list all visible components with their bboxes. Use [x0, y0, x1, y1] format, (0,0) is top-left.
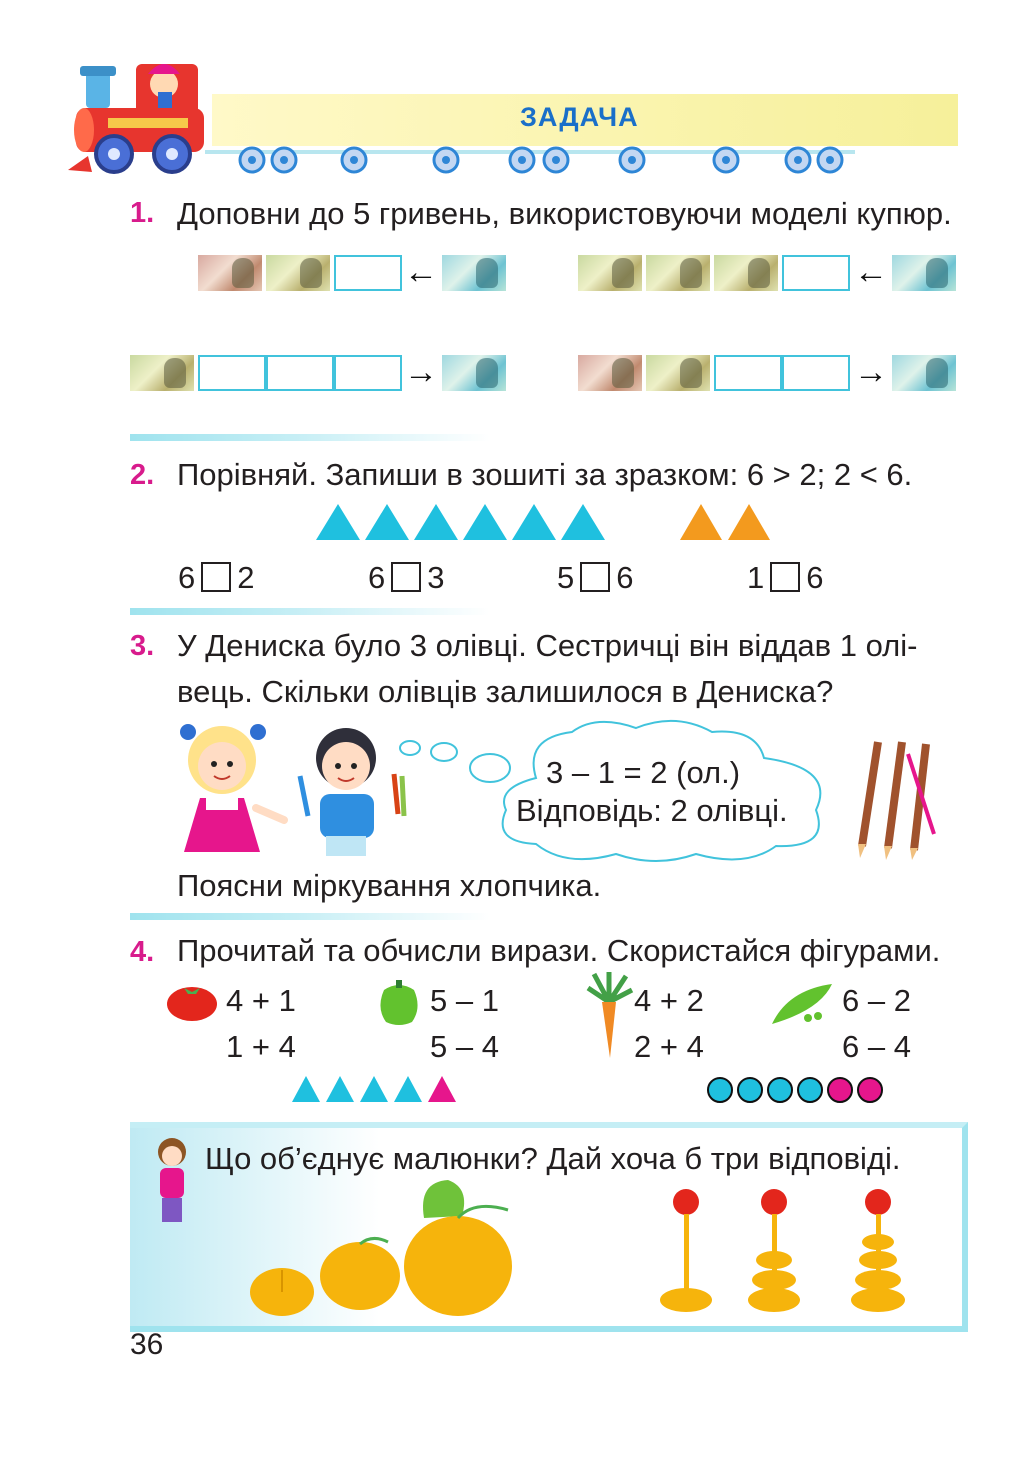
- separator: [130, 434, 490, 441]
- bubble-equation: 3 – 1 = 2 (ол.): [546, 755, 741, 790]
- arrow-right-icon: →: [404, 353, 438, 391]
- compare-left: 6: [368, 560, 386, 595]
- carrot-icon: [584, 972, 634, 1058]
- pumpkins-group: [248, 1178, 524, 1320]
- circles-model: [706, 1076, 890, 1104]
- compare-left: 5: [557, 560, 575, 595]
- task-4-text: Прочитай та обчисли вирази. Скористайся фігурами.: [177, 933, 941, 968]
- banknote-icon: [892, 355, 956, 391]
- girl-icon: [172, 712, 290, 858]
- banknote-icon: [266, 255, 330, 291]
- banknote-icon: [130, 355, 194, 391]
- banknote-icon: [198, 255, 262, 291]
- compare-left: 6: [178, 560, 196, 595]
- bubble-answer: Відповідь: 2 олівці.: [516, 793, 788, 828]
- answer-slot: [782, 255, 850, 291]
- task-2-number: 2.: [130, 459, 155, 491]
- triangles-group-cyan: [316, 504, 608, 540]
- arrow-right-icon: →: [854, 353, 888, 391]
- arrow-left-icon: ←: [854, 253, 888, 291]
- compare-box: [770, 562, 800, 592]
- task-1-text: Доповни до 5 гривень, використовуючи моделі купюр.: [177, 196, 952, 231]
- pencil-icon: [852, 734, 942, 860]
- expr-1b: 1 + 4: [226, 1029, 296, 1064]
- banknote-icon: [646, 255, 710, 291]
- answer-slot: [714, 355, 782, 391]
- pumpkin-icon: [250, 1268, 314, 1316]
- compare-box: [201, 562, 231, 592]
- expr-1a: 4 + 1: [226, 983, 296, 1018]
- girl-pointer-icon: [148, 1134, 198, 1228]
- banknote-icon: [442, 355, 506, 391]
- answer-slot: [334, 355, 402, 391]
- tomato-icon: [166, 982, 218, 1022]
- pyramid-toy-icon: [851, 1189, 905, 1312]
- banknote-icon: [714, 255, 778, 291]
- pumpkin-icon: [404, 1180, 512, 1316]
- banknote-icon: [442, 255, 506, 291]
- answer-slot: [198, 355, 266, 391]
- pepper-icon: [376, 978, 422, 1026]
- train-icon: [68, 44, 218, 178]
- compare-3: [557, 560, 634, 596]
- separator: [130, 608, 490, 615]
- peas-icon: [768, 980, 836, 1028]
- pyramid-toy-icon: [748, 1189, 800, 1312]
- answer-slot: [782, 355, 850, 391]
- compare-right: 2: [237, 560, 255, 595]
- task-3-explain: Поясни міркування хлопчика.: [177, 868, 602, 903]
- header-title: ЗАДАЧА: [520, 102, 639, 132]
- compare-right: 6: [616, 560, 634, 595]
- banknote-icon: [578, 355, 642, 391]
- banknote-icon: [646, 355, 710, 391]
- compare-box: [391, 562, 421, 592]
- answer-slot: [334, 255, 402, 291]
- wheels-row: [232, 144, 852, 178]
- expr-3a: 4 + 2: [634, 983, 704, 1018]
- pumpkin-icon: [320, 1238, 400, 1310]
- banknote-icon: [578, 255, 642, 291]
- pyramid-toy-icon: [660, 1189, 712, 1312]
- task-1-number: 1.: [130, 197, 155, 229]
- expr-3b: 2 + 4: [634, 1029, 704, 1064]
- arrow-left-icon: ←: [404, 253, 438, 291]
- task-2-text: Порівняй. Запиши в зошиті за зразком: 6 > 2; 2 < 6.: [177, 457, 913, 492]
- expr-2a: 5 – 1: [430, 983, 499, 1018]
- expr-2b: 5 – 4: [430, 1029, 499, 1064]
- compare-right: 6: [806, 560, 824, 595]
- compare-1: [178, 560, 255, 596]
- task-3-line-1: У Дениска було 3 олівці. Сестричці він віддав 1 олі-: [177, 628, 918, 663]
- compare-box: [580, 562, 610, 592]
- separator: [130, 913, 490, 920]
- triangles-model: [292, 1076, 462, 1102]
- bonus-question: Що об’єднує малюнки? Дай хоча б три відповіді.: [205, 1141, 901, 1176]
- compare-4: [747, 560, 824, 596]
- page-number: 36: [130, 1328, 164, 1361]
- expr-4b: 6 – 4: [842, 1029, 911, 1064]
- answer-slot: [266, 355, 334, 391]
- pyramid-toys-group: [656, 1186, 910, 1318]
- task-3-line-2: вець. Скільки олівців залишилося в Дениска?: [177, 674, 834, 709]
- triangles-group-orange: [680, 504, 772, 540]
- expr-4a: 6 – 2: [842, 983, 911, 1018]
- task-4-number: 4.: [130, 936, 155, 968]
- compare-right: 3: [427, 560, 445, 595]
- compare-left: 1: [747, 560, 765, 595]
- banknote-icon: [892, 255, 956, 291]
- task-3-number: 3.: [130, 630, 155, 662]
- compare-2: [368, 560, 445, 596]
